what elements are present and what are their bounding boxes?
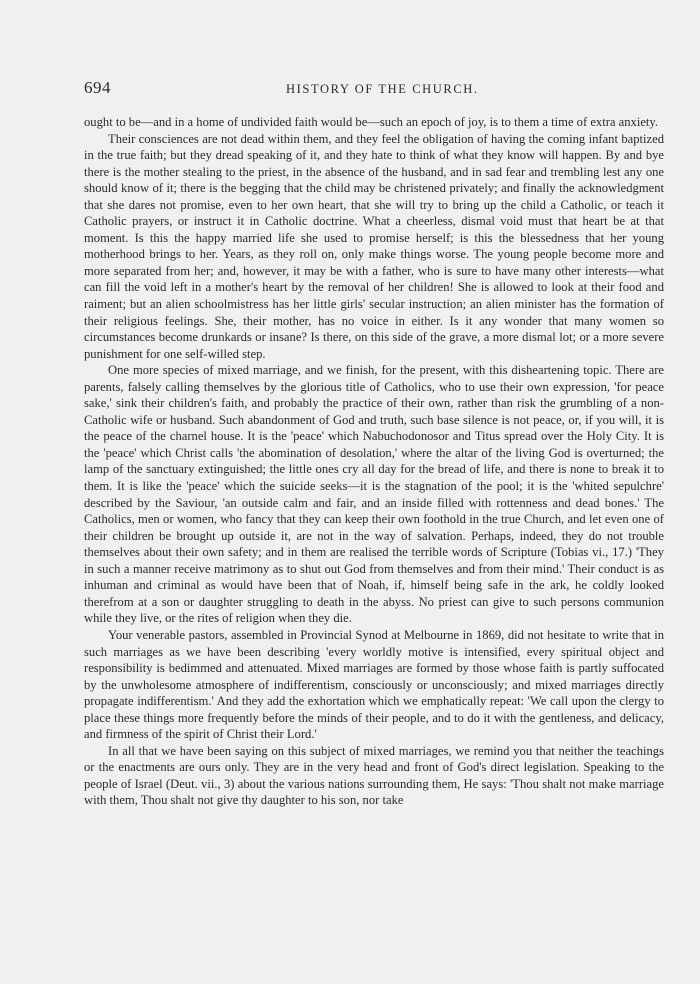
paragraph-continuation: ought to be—and in a home of undivided faith would be—such an epoch of joy, is to them a time of extra anxiety.	[84, 115, 659, 129]
paragraph: One more species of mixed marriage, and we finish, for the present, with this disheartening topic. There are parents, falsely calling themselves by the glorious title of Catholics, who to use their own expression, 'for peace sake,' sink their children's faith, and probably the practice of their own, rather than risk the grumbling of a non-Catholic wife or husband. Such abandonment of God and truth, such base silence is not peace, or, if you will, it is the peace of the charnel house. It is the 'peace' which Nabuchodonosor and Titus spread over the Holy City. It is the 'peace' which Christ calls 'the abomination of desolation,' where the altar of the living God is overturned; the lamp of the sanctuary extinguished; the little ones cry all day for the bread of life, and there is none to break it to them. It is like the 'peace' which the suicide seeks—it is the stagnation of the pool; it is the 'whited sepulchre' described by the Saviour, 'an outside calm and fair, and an inside filled with rottenness and dead bones.' The Catholics, men or women, who fancy that they can keep their own foothold in the true Church, and let even one of their children be brought up outside it, are not in the way of salvation. Perhaps, indeed, they do not trouble themselves about their own safety; and in them are realised the terrible words of Scripture (Tobias vi., 17.) 'They in such a manner receive matrimony as to shut out God from themselves and from their mind.' Their conduct is as inhuman and criminal as would have been that of Noah, if, himself being safe in the ark, he coldly looked therefrom at a son or daughter struggling to death in the abyss. No priest can give to such persons communion while they live, or the rites of religion when they die.	[84, 363, 664, 626]
running-title: HISTORY OF THE CHURCH.	[286, 82, 479, 96]
paragraph: Their consciences are not dead within them, and they feel the obligation of having the coming infant baptized in the true faith; but they dread speaking of it, and they hate to think of what they know will happen. By and bye there is the mother stealing to the priest, in the absence of the husband, and in sad fear and trembling lest any one should know of it; there is the begging that the child may be christened privately; and finally the acknowledgment that she dares not promise, even to her own heart, that she will try to bring up the child a Catholic, or teach it Catholic prayers, or instruct it in Catholic doctrine. What a cheerless, dismal void must that heart be at that moment. Is this the happy married life she used to promise herself; is this the blessedness that her young motherhood brings to her. Years, as they roll on, only make things worse. The young people become more and more separated from her; and, however, it may be with a father, who is sure to have many other interests—what can fill the void left in a mother's heart by the removal of her children! She is allowed to look at their food and raiment; but an alien schoolmistress has her little girls' secular instruction; an alien minister has the formation of their religious feelings. She, their mother, has no voice in either. Is it any wonder that many women so circumstances become drunkards or insane? Is there, on this side of the grave, a more dismal lot; or a more severe punishment for one self-willed step.	[84, 131, 664, 361]
paragraph: Your venerable pastors, assembled in Provincial Synod at Melbourne in 1869, did not hesitate to write that in such marriages as we have been describing 'every worldly motive is intensified, every spiritual object and responsibility is bedimmed and attenuated. Mixed marriages are formed by those whose faith is partly suffocated by the unwholesome atmosphere of indifferentism, consciously or unconsciously; and mixed marriages directly propagate indifferentism.' And they add the exhortation which we emphatically repeat: 'We call upon the clergy to place these things more frequently before the minds of their people, and to do it with the gentleness, and delicacy, and firmness of the spirit of Christ their Lord.'	[84, 627, 664, 742]
page-number: 694	[84, 78, 111, 97]
body-text	[84, 114, 664, 809]
page-header	[84, 78, 664, 104]
paragraph: In all that we have been saying on this subject of mixed marriages, we remind you that neither the teachings or the enactments are ours only. They are in the very head and front of God's direct legislation. Speaking to the people of Israel (Deut. vii., 3) about the various nations surrounding them, He says: 'Thou shalt not make marriage with them, Thou shalt not give thy daughter to his son, nor take	[84, 743, 664, 808]
